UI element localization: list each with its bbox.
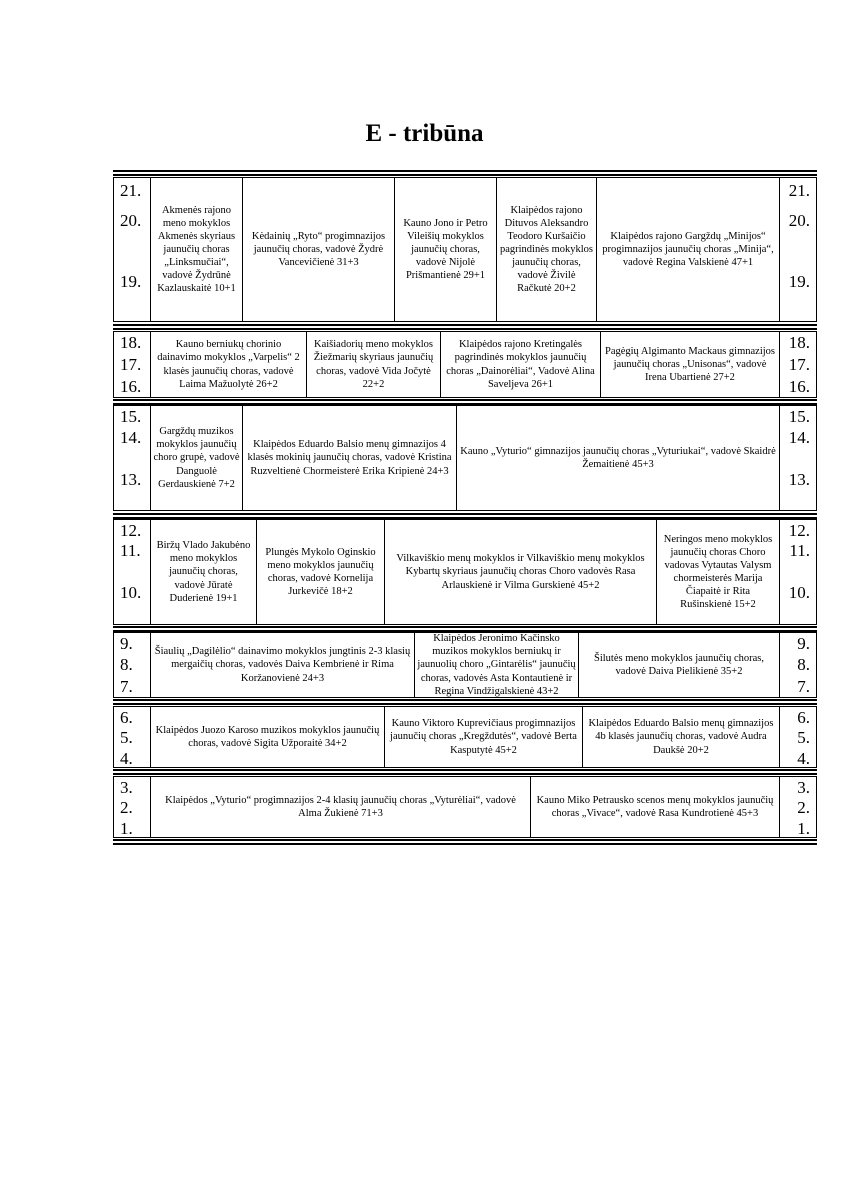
choir-cell: Kauno berniukų chorinio dainavimo mokyklos „Varpelis“ 2 klasės jaunučių choras, vadovė Laima Mažuolytė 26+2 [150,332,306,397]
choir-cell: Biržų Vlado Jakubėno meno mokyklos jaunučių choras, vadovė Jūratė Duderienė 19+1 [150,520,256,624]
row-number: 15. [120,407,142,426]
row-number: 9. [797,634,810,653]
row-number: 13. [120,470,142,489]
seating-block-rows-15-13 [113,405,817,511]
row-number: 17. [120,355,142,374]
choir-cell: Kauno Miko Petrausko scenos menų mokyklos jaunučių choras „Vivace“, vadovė Rasa Kundrotienė 45+3 [530,777,780,837]
row-number: 1. [120,819,133,838]
row-number: 7. [120,677,133,696]
row-number: 19. [788,272,810,291]
row-number: 13. [788,470,810,489]
row-number: 3. [120,778,133,797]
choir-cell: Kauno Viktoro Kuprevičiaus progimnazijos jaunučių choras „Kregždutės“, vadovė Berta Kasputytė 45+2 [384,707,582,767]
choir-cell: Kėdainių „Ryto“ progimnazijos jaunučių choras, vadovė Žydrė Vancevičienė 31+3 [242,178,394,321]
row-number: 18. [788,333,810,352]
choir-cell: Gargždų muzikos mokyklos jaunučių choro grupė, vadovė Danguolė Gerdauskienė 7+2 [150,406,242,510]
row-number: 8. [797,655,810,674]
row-number: 8. [120,655,133,674]
row-number: 6. [120,708,133,727]
choir-cell: Klaipėdos rajono Kretingalės pagrindinės mokyklos jaunučių choras „Dainorėliai“, Vadovė Alina Saveljeva 26+1 [440,332,600,397]
row-number: 1. [797,819,810,838]
row-number: 12. [120,521,142,540]
row-number: 21. [788,181,810,200]
seating-block-rows-9-7 [113,632,817,698]
row-number: 9. [120,634,133,653]
page-title: E - tribūna [365,120,484,147]
row-number: 10. [788,583,810,602]
choir-cell: Vilkaviškio menų mokyklos ir Vilkaviškio menų mokyklos Kybartų skyriaus jaunučių choras Choro vadovės Rasa Arlauskienė ir Vilma Gurskienė 45+2 [384,520,656,624]
row-number: 19. [120,272,142,291]
row-number: 2. [120,798,133,817]
seating-block-rows-18-16 [113,331,817,398]
choir-cell: Klaipėdos rajono Dituvos Aleksandro Teodoro Kuršaičio pagrindinės mokyklos jaunučių choras, vadovė Živilė Račkutė 20+2 [496,178,596,321]
row-number: 10. [120,583,142,602]
row-number: 7. [797,677,810,696]
row-number: 2. [797,798,810,817]
row-number: 18. [120,333,142,352]
row-number: 21. [120,181,142,200]
choir-cell: Akmenės rajono meno mokyklos Akmenės skyriaus jaunučių choras „Linksmučiai“, vadovė Žydrūnė Kazlauskaitė 10+1 [150,178,242,321]
row-number: 16. [788,377,810,396]
choir-cell: Pagėgių Algimanto Mackaus gimnazijos jaunučių choras „Unisonas“, vadovė Irena Ubartienė 27+2 [600,332,780,397]
choir-cell: Šiaulių „Dagilėlio“ dainavimo mokyklos jungtinis 2-3 klasių mergaičių choras, vadovės Daiva Kembrienė ir Rima Koržanovienė 24+3 [150,633,414,697]
choir-cell: Klaipėdos Juozo Karoso muzikos mokyklos jaunučių choras, vadovė Sigita Užporaitė 34+2 [150,707,384,767]
row-number: 16. [120,377,142,396]
row-number: 17. [788,355,810,374]
row-number: 14. [788,428,810,447]
choir-cell: Klaipėdos rajono Gargždų „Minijos“ progimnazijos jaunučių choras „Minija“, vadovė Regina Valskienė 47+1 [596,178,780,321]
row-number: 4. [120,749,133,768]
row-number: 14. [120,428,142,447]
choir-cell: Klaipėdos Eduardo Balsio menų gimnazijos 4 klasės mokinių jaunučių choras, vadovė Kristina Ruzveltienė Chormeisterė Erika Kripienė 24+3 [242,406,456,510]
choir-cell: Šilutės meno mokyklos jaunučių choras, vadovė Daiva Pielikienė 35+2 [578,633,780,697]
choir-cell: Kauno Jono ir Petro Vileišių mokyklos jaunučių choras, vadovė Nijolė Prišmantienė 29+1 [394,178,496,321]
seating-block-rows-6-4 [113,706,817,768]
choir-cell: Kauno „Vyturio“ gimnazijos jaunučių choras „Vyturiukai“, vadovė Skaidrė Žemaitienė 45+3 [456,406,780,510]
row-number: 5. [797,728,810,747]
row-number: 4. [797,749,810,768]
seating-block-rows-21-19 [113,177,817,322]
choir-cell: Klaipėdos Jeronimo Kačinsko muzikos mokyklos berniukų ir jaunuolių choro „Gintarėlis“ jaunučių choras, vadovės Asta Kontautienė ir Regina Vindžigalskienė 43+2 [414,633,578,697]
row-number: 12. [788,521,810,540]
choir-cell: Neringos meno mokyklos jaunučių choras Choro vadovas Vytautas Valysm chormeisterės Marija Čiapaitė ir Rita Rušinskienė 15+2 [656,520,780,624]
row-number: 11. [789,541,810,560]
row-number: 5. [120,728,133,747]
choir-cell: Kaišiadorių meno mokyklos Žiežmarių skyriaus jaunučių choras, vadovė Vida Jočytė 22+2 [306,332,440,397]
row-number: 20. [788,211,810,230]
choir-cell: Klaipėdos „Vyturio“ progimnazijos 2-4 klasių jaunučių choras „Vyturėliai“, vadovė Alma Žukienė 71+3 [150,777,530,837]
choir-cell: Plungės Mykolo Oginskio meno mokyklos jaunučių choras, vadovė Kornelija Jurkevičė 18+2 [256,520,384,624]
seating-block-rows-12-10 [113,519,817,625]
row-number: 3. [797,778,810,797]
seating-block-rows-3-1 [113,776,817,838]
row-number: 20. [120,211,142,230]
row-number: 11. [120,541,141,560]
choir-cell: Klaipėdos Eduardo Balsio menų gimnazijos 4b klasės jaunučių choras, vadovė Audra Daukšė 20+2 [582,707,780,767]
row-number: 15. [788,407,810,426]
row-number: 6. [797,708,810,727]
